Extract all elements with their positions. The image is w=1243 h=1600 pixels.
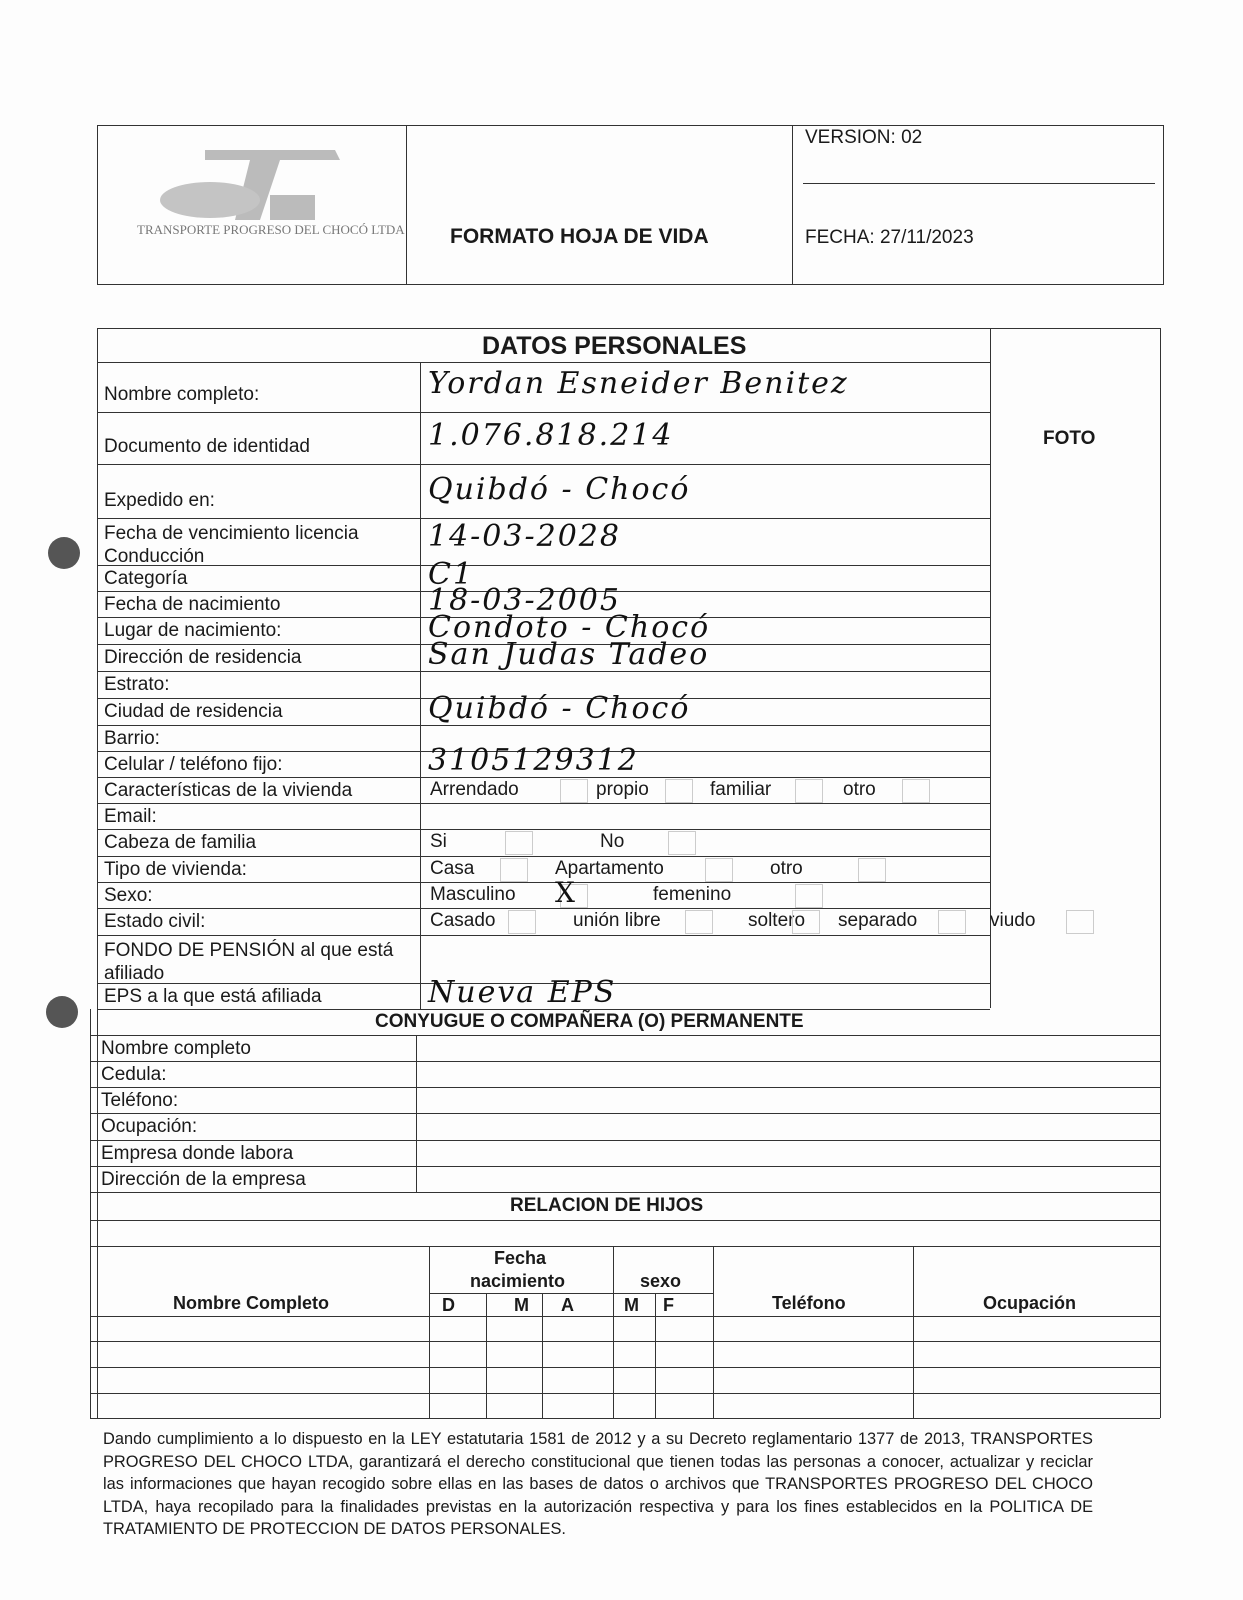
checkbox[interactable]: [1066, 910, 1094, 934]
sexo-mark-x: X: [555, 876, 577, 909]
divider: [90, 1393, 1160, 1394]
option-label: familiar: [710, 779, 772, 800]
divider: [429, 1293, 713, 1294]
handwritten-value[interactable]: Quibdó - Chocó: [428, 472, 691, 507]
handwritten-value[interactable]: Nueva EPS: [428, 975, 617, 1010]
option-label: otro: [843, 779, 876, 800]
spouse-field-input[interactable]: [418, 1168, 1158, 1190]
option-label: No: [600, 831, 625, 852]
field-label: Fecha de nacimiento: [104, 594, 281, 615]
date: FECHA: 27/11/2023: [805, 227, 974, 248]
option-label: Casado: [430, 910, 496, 931]
field-label: Barrio:: [104, 728, 160, 749]
photo-label: FOTO: [1043, 428, 1096, 449]
field-label: Cabeza de familia: [104, 832, 257, 853]
divider: [90, 1418, 1160, 1419]
field-label: Celular / teléfono fijo:: [104, 754, 283, 775]
checkbox[interactable]: [705, 858, 733, 882]
checkbox[interactable]: [858, 858, 886, 882]
divider: [1160, 328, 1161, 1418]
checkbox[interactable]: [795, 884, 823, 908]
spouse-field-label: Teléfono:: [101, 1090, 179, 1111]
col-ano: A: [561, 1295, 574, 1315]
spouse-field-input[interactable]: [418, 1063, 1158, 1085]
divider: [97, 803, 990, 804]
divider: [613, 1246, 614, 1418]
divider: [990, 328, 1160, 329]
col-sexo: sexo: [640, 1271, 682, 1291]
spouse-field-label: Dirección de la empresa: [101, 1169, 306, 1190]
divider: [97, 935, 990, 936]
divider: [90, 1009, 91, 1419]
handwritten-value[interactable]: Yordan Esneider Benitez: [428, 366, 849, 401]
divider: [97, 829, 990, 830]
col-ocupacion: Ocupación: [983, 1293, 1077, 1313]
spouse-field-input[interactable]: [418, 1115, 1158, 1137]
spouse-field-label: Empresa donde labora: [101, 1143, 294, 1164]
spouse-field-input[interactable]: [418, 1142, 1158, 1164]
divider: [90, 1166, 1160, 1167]
field-label: Lugar de nacimiento:: [104, 620, 282, 641]
divider: [97, 908, 990, 909]
company-logo: [150, 145, 350, 225]
field-label: Estado civil:: [104, 911, 206, 932]
section-title: DATOS PERSONALES: [482, 332, 747, 360]
divider: [913, 1246, 914, 1418]
divider: [90, 1220, 1160, 1221]
field-label: Fecha de vencimiento licencia Conducción: [104, 523, 359, 567]
spouse-title: CONYUGUE O COMPAÑERA (O) PERMANENTE: [375, 1011, 804, 1032]
divider: [713, 1246, 714, 1418]
divider: [97, 328, 990, 329]
legal-notice: Dando cumplimiento a lo dispuesto en la LEY estatutaria 1581 de 2012 y a su Decreto reglamentario 1377 de 2013, TRANSPORTES PROGRESO DEL CHOCO LTDA, garantizará el derecho constitucional que tienen todas las personas a conocer, actualizar y reciclar las informaciones que hayan recogido sobre ellas en las bases de datos o archivos que TRANSPORTES PROGRESO DEL CHOCO LTDA, haya recopilado para la finalidades previstas en la autorización respectiva y para los fines establecidos en la POLITICA DE TRATAMIENTO DE PROTECCION DE DATOS PERSONALES.: [103, 1430, 1093, 1539]
children-title: RELACION DE HIJOS: [510, 1195, 704, 1216]
field-label: Características de la vivienda: [104, 780, 353, 801]
option-label: viudo: [990, 910, 1036, 931]
option-label: propio: [596, 779, 649, 800]
spouse-field-input[interactable]: [418, 1089, 1158, 1111]
handwritten-value[interactable]: Quibdó - Chocó: [428, 691, 691, 726]
divider: [90, 1087, 1160, 1088]
handwritten-value[interactable]: 3105129312: [428, 743, 639, 778]
divider: [90, 1341, 1160, 1342]
checkbox[interactable]: [500, 858, 528, 882]
divider: [429, 1246, 430, 1418]
spouse-field-label: Nombre completo: [101, 1038, 251, 1059]
divider: [97, 362, 990, 363]
checkbox[interactable]: [938, 910, 966, 934]
option-label: femenino: [653, 884, 732, 905]
spouse-field-label: Cedula:: [101, 1064, 167, 1085]
col-nombre: Nombre Completo: [173, 1293, 330, 1313]
col-nacimiento: nacimiento: [470, 1271, 566, 1291]
divider: [486, 1293, 487, 1418]
option-label: separado: [838, 910, 918, 931]
divider: [90, 1140, 1160, 1141]
option-label: Masculino: [430, 884, 516, 905]
handwritten-value[interactable]: San Judas Tadeo: [428, 637, 710, 672]
divider: [406, 125, 407, 285]
field-input[interactable]: [422, 805, 988, 827]
divider: [90, 1316, 1160, 1317]
option-label: Casa: [430, 858, 475, 879]
option-label: unión libre: [573, 910, 661, 931]
version: VERSION: 02: [805, 127, 923, 148]
field-label: FONDO DE PENSIÓN al que está afiliado: [104, 940, 394, 984]
checkbox[interactable]: [560, 779, 588, 803]
divider: [97, 328, 98, 1418]
checkbox[interactable]: [665, 779, 693, 803]
divider: [97, 882, 990, 883]
option-label: Si: [430, 831, 447, 852]
col-sexo-m: M: [624, 1295, 639, 1315]
divider: [420, 362, 421, 1009]
option-label: otro: [770, 858, 803, 879]
field-label: Email:: [104, 806, 157, 827]
field-label: Documento de identidad: [104, 436, 310, 457]
divider: [97, 412, 990, 413]
punch-hole: [46, 996, 78, 1028]
checkbox[interactable]: [792, 910, 820, 934]
field-label: Nombre completo:: [104, 384, 260, 405]
checkbox[interactable]: [902, 779, 930, 803]
field-label: Categoría: [104, 568, 188, 589]
checkbox[interactable]: [685, 910, 713, 934]
divider: [803, 183, 1155, 184]
checkbox[interactable]: [505, 831, 533, 855]
field-label: EPS a la que está afiliada: [104, 986, 322, 1007]
divider: [90, 1367, 1160, 1368]
handwritten-value[interactable]: C1: [428, 557, 475, 592]
col-mes: M: [514, 1295, 529, 1315]
checkbox[interactable]: [508, 910, 536, 934]
divider: [90, 1035, 1160, 1036]
punch-hole: [48, 537, 80, 569]
handwritten-value[interactable]: 14-03-2028: [428, 519, 621, 554]
spouse-field-label: Ocupación:: [101, 1116, 198, 1137]
field-label: Estrato:: [104, 674, 170, 695]
divider: [97, 856, 990, 857]
option-label: Arrendado: [430, 779, 519, 800]
field-label: Ciudad de residencia: [104, 701, 283, 722]
field-label: Dirección de residencia: [104, 647, 302, 668]
divider: [90, 1192, 1160, 1193]
field-label: Tipo de vivienda:: [104, 859, 247, 880]
checkbox[interactable]: [795, 779, 823, 803]
col-dia: D: [442, 1295, 455, 1315]
col-telefono: Teléfono: [772, 1293, 846, 1313]
divider: [90, 1246, 1160, 1247]
divider: [90, 1113, 1160, 1114]
divider: [90, 1061, 1160, 1062]
field-label: Expedido en:: [104, 490, 215, 511]
divider: [792, 125, 793, 285]
checkbox[interactable]: [668, 831, 696, 855]
divider: [655, 1293, 656, 1418]
handwritten-value[interactable]: Condoto - Chocó: [428, 610, 711, 645]
handwritten-value[interactable]: 1.076.818.214: [428, 418, 674, 453]
col-sexo-f: F: [663, 1295, 674, 1315]
company-name: TRANSPORTE PROGRESO DEL CHOCÓ LTDA: [137, 222, 405, 237]
option-label: soltero: [748, 910, 806, 931]
field-label: Sexo:: [104, 885, 153, 906]
divider: [97, 464, 990, 465]
divider: [990, 328, 991, 1008]
option-label: Apartamento: [555, 858, 664, 879]
divider: [542, 1293, 543, 1418]
handwritten-value[interactable]: 18-03-2005: [428, 583, 621, 618]
spouse-field-input[interactable]: [418, 1037, 1158, 1059]
col-fecha: Fecha: [494, 1248, 547, 1268]
form-title: FORMATO HOJA DE VIDA: [450, 225, 709, 248]
